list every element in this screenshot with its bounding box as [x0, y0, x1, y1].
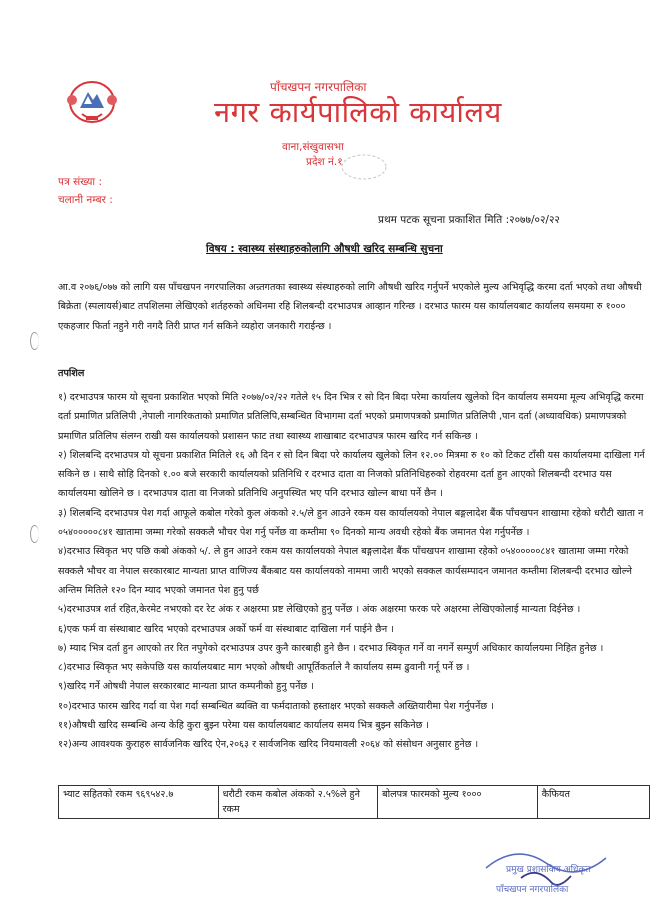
clause-item: १०)दरभाउ फारम खरिद गर्दा वा पेश गर्दा सम्बन्धित ब्यक्ति वा फर्मदाताको हस्ताक्षर भएको सक्कलै अख्तियारीमा पेश गर्नुपर्नेछ । — [58, 700, 494, 712]
clause-item: ३) शिलबन्दि दरभाउपत्र पेश गर्दा आफूले कबोल गरेको कुल अंकको २.५/ले हुन आउने रकम यस कार्यालयको नेपाल बङ्गलादेश बैंक पाँचखपन शाखामा रहेको धरौटी खाता न ०५४०००००८४१ खातामा जम्मा गरेको सक्कलै भौचर पेश गर्नु पर्नेछ वा कम्तीमा ९० दिनको मान्य अवधी रहेको बैंक जमानत पेश गर्नुपर्नेछ । — [58, 507, 644, 539]
letter-number-label: पत्र संख्या : — [58, 176, 103, 188]
table-row — [59, 786, 650, 819]
clause-item: ६)एक फर्म वा संस्थाबाट खरिद भएको दरभाउपत्र अर्को फर्म वा संस्थाबाट दाखिला गर्न पाईने छैन । — [58, 623, 394, 635]
chalani-number-label: चलानी नम्बर : — [58, 194, 113, 206]
svg-text:पाँचखपन नगरपालिका: पाँचखपन नगरपालिका — [496, 885, 569, 895]
office-address: वाना,संखुवासभा — [282, 141, 344, 153]
subject-line: विषय : स्वास्थ्य संस्थाहरुकोलागि औषधी खरिद सम्बन्धि सुचना — [206, 243, 443, 255]
punch-hole-mark — [30, 525, 39, 543]
clause-list — [58, 388, 650, 755]
province-label: प्रदेश नं.१ — [306, 156, 343, 168]
nepal-emblem-logo — [62, 78, 122, 126]
faint-stamp — [338, 150, 390, 184]
clause-item: २) शिलबन्दि दरभाउपत्र यो सूचना प्रकाशित मितिले १६ औ दिन र सो दिन बिदा परे कार्यालय खुलेको लिन १२.०० मित्रमा रु १० को टिकट टाँसी यस कार्यालयमा दाखिला गर्न सकिने छ । साथै सोहि दिनको १.०० बजे सरकारी कार्यालयको प्रतिनिधि र दरभाउ दाता वा निजको प्रतिनिधिहरुको रोहवरमा दर्ता हुन आएको शिलबन्दी दरभाउ यस कार्यालयमा खोलिने छ । दरभाउपत्र दाता वा निजको प्रतिनिधि अनुपस्थित भए पनि दरभाउ खोल्न बाधा पर्ने छैन । — [58, 449, 645, 500]
intro-paragraph: आ.व २०७६/०७७ को लागि यस पाँचखपन नगरपालिका अन्र्तगतका स्वास्थ्य संस्थाहरुको लागि औषधी खरिद गर्नुपर्ने भएकोले मुल्य अभिवृद्धि करमा दर्ता भएको तथा औषधी बिक्रेता (स्पलायर्स)बाट तपशिलमा लेखिएको शर्तहरुको अधिनमा रहि शिलबन्दी दरभाउपत्र आव्हान गरिन्छ । दरभाउ फारम यस कार्यालयबाट कार्यालय समयमा रु १००० एकहजार फिर्ता नहुने गरी नगदै तिरी प्राप्त गर्न सकिने व्यहोरा जनकारी गराईन्छ । — [58, 282, 642, 332]
svg-text:प्रमुख प्रशासकिय अधिकृत: प्रमुख प्रशासकिय अधिकृत — [506, 865, 591, 875]
office-title: नगर कार्यपालिको कार्यालय — [214, 95, 502, 129]
clause-item: ५)दरभाउपत्र शर्त रहित,केरमेट नभएको दर रेट अंक र अक्षरमा प्रष्ट लेखिएको हुनु पर्नेछ । अंक अक्षरमा फरक परे अक्षरमा लेखिएकोलाई मान्यता दिईनेछ । — [58, 604, 581, 616]
clause-item: ११)औषधी खरिद सम्बन्धि अन्य केहि कुरा बुझ्न परेमा यस कार्यालयबाट कार्यालय समय भित्र बुझ्न सकिनेछ । — [58, 720, 429, 732]
table-cell-deposit: धरौटी रकम कबोल अंकको २.५%ले हुने रकम — [218, 786, 378, 819]
clause-item: १) दरभाउपत्र फारम यो सूचना प्रकाशित भएको मिति २०७७/०२/२२ गतेले १५ दिन भित्र र सो दिन बिदा परेमा कार्यालय खुलेको दिन कार्यालय समयमा मूल्य अभिवृद्धि करमा दर्ता प्रमाणित प्रतिलिपी ,नेपाली नागरिकताको प्रमाणित प्रतिलिपि,सम्बन्धित विभागमा दर्ता भएको प्रमाणपत्रको प्रमाणित प्रतिलिपी ,पान दर्ता (अध्यावधिक) प्रमाणपत्रको प्रमाणित प्रतिलिप संलग्न राखी यस कार्यालयको प्रशासन फाट तथा स्वास्थ्य शाखाबाट दरभाउपत्र फारम खरिद गर्न सकिन्छ । — [58, 392, 644, 442]
punch-hole-mark — [30, 332, 39, 350]
notice-date: प्रथम पटक सूचना प्रकाशित मिति :२०७७/०२/२२ — [378, 214, 560, 226]
clause-item: ९)खरिद गर्ने ओषधी नेपाल सरकारबाट मान्यता प्राप्त कम्पनीको हुनु पर्नेछ । — [58, 681, 314, 693]
tapashil-heading: तपशिल — [58, 368, 85, 379]
summary-table — [58, 785, 650, 819]
clause-item: १२)अन्य आवश्यक कुराहरु सार्वजनिक खरिद ऐन,२०६३ र सार्वजनिक खरिद नियमावली २०६४ को संसोधन अनुसार हुनेछ । — [58, 739, 479, 751]
municipality-name: पाँचखपन नगरपालिका — [270, 80, 367, 94]
clause-item: ४)दरभाउ स्विकृत भए पछि कबो अंकको ५/. ले हुन आउने रकम यस कार्यालयको नेपाल बङ्गलादेश बैंक पाँचखपन शाखामा रहेको ०५४०००००८४१ खातामा जम्मा गरेको सक्कलै भौचर वा नेपाल सरकारबाट मान्यता प्राप्त वाणिज्य बैंकबाट यस कार्यालयको नाममा जारी भएको सक्कल कार्यसम्पादन जमानत कम्तीमा शिलबन्दी दरभाउ खोल्ने अन्तिम मितिले १२० दिन म्याद भएको जमानत पेश हुनु पर्छ — [58, 546, 633, 596]
table-cell-amount: भ्याट सहितको रकम ९६९५४२.७ — [59, 786, 219, 819]
table-cell-form-price: बोलपत्र फारमको मुल्य १००० — [378, 786, 538, 819]
clause-item: ७) म्याद भित्र दर्ता हुन आएको तर रित नपुगेको दरभाउपत्र उपर कुनै कारबाही हुने छैन । दरभाउ स्विकृत गर्ने वा नगर्ने सम्पुर्ण अधिकार कार्यालयमा निहित हुनेछ । — [58, 642, 604, 654]
table-cell-remarks: कैफियत — [537, 786, 649, 819]
official-stamp-signature — [476, 838, 626, 900]
clause-item: ८)दरभाउ स्विकृत भए सकेपछि यस कार्यालयबाट माग भएको औषधी आपूर्तिकर्ताले नै कार्यालय सम्म ढुवानी गर्नू पर्ने छ । — [58, 662, 470, 674]
